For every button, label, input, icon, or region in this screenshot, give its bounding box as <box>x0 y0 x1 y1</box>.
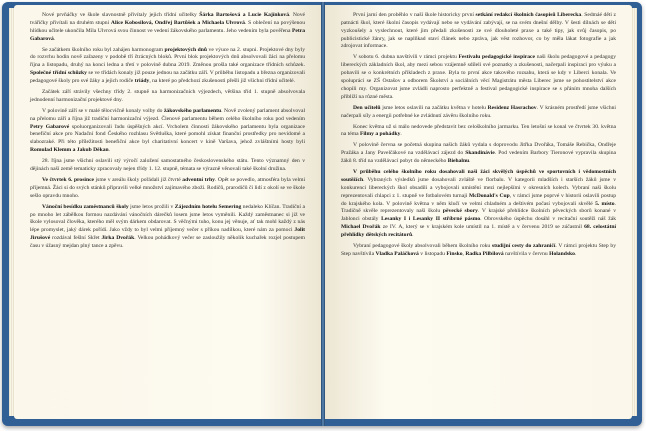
bold-text: Residenz Hasrachov <box>487 104 537 111</box>
paragraph <box>30 108 305 155</box>
text-run: nedaleko Klíčan. Tradiční a po mnoho let zábělkou formou nazdávání vánočních dárečků losem jsme letos vyměnili. Každý zaměstnanec si již ve škole vylosoval člověka, kterého měl svým dárkem obdarovat. S věčnými tuho, konu jej věnuje, ať tak mohl každý z nás lépe promyslet, jaký dárek pořídí. Jako vždy to byl velmi příjemný večer s příkou nadílkou, které nám za pomoci <box>30 203 305 234</box>
text-run: V polovině září se v malé tělocvičně konaly volby do <box>42 107 164 114</box>
bold-text: studijní cesty do zahraničí <box>491 242 556 249</box>
text-run: . Nové tvářičky přivítali na druhém stupni <box>30 12 305 26</box>
paragraph <box>341 12 616 51</box>
bold-text: triády <box>134 77 150 84</box>
text-run: jsme letos prožili v <box>128 203 175 210</box>
text-run: . Velkou pohádkový večer se zasloužily několik kuchařek rozjel postupem času v úžasný mejdan plný tance a zpěvu. <box>30 235 305 249</box>
text-run: . Nově zvolený parlament absolvoval na přelomu září a října již tradiční harmonizační výjezd. Členové parlamentu během celého školního roku pod vedením <box>30 107 305 122</box>
right-page[interactable] <box>325 5 632 419</box>
text-run: jsme letos oslavili na začátku května v hotelu <box>380 104 488 111</box>
text-run: . V krajské přehlídce školních pěveckých sborů konané v Jablonci obstály <box>341 208 617 223</box>
text-run: jsme v areálu školy pořádali již čtvrté <box>94 176 183 183</box>
bold-text: Petra Gabarová <box>30 27 305 42</box>
paragraph <box>341 169 616 240</box>
text-run: naši školu pedagogové a pedagogy libereckých základních škol, aby mezi sebou vzájemně sdíleli své poznatky a zkušenosti, načerpali inspiraci pro výuku a pobavili se o konkrétních příkladech z praxe. Byla to první akce takového rozsahu, která se kdy v Liberci konala. Ve spolupráci se ZŠ Ostašov a odborem Školství a sociálních věcí Magistrátu města Liberec jsme se pohostitelství akce chopili my. Organizovat jsme zvládli naprosto perfektně a festival pedagogické inspirace se s přáním mnoha dalších přiblíží na různé města. <box>341 54 617 100</box>
bold-text: 5. místo <box>595 200 615 207</box>
bold-text: Jirka Dvořák <box>101 235 135 242</box>
text-run: Vybraní pedagogové školy absolvovali během školního roku <box>353 242 492 249</box>
text-run: . Obrovského úspěchu dosáhl v recitační soutěži náš žák <box>480 216 616 223</box>
bold-text: Alice Kobosilová, Ondřej Bartůšek a Michaela Ulvrová <box>110 19 245 26</box>
bold-text: projektových dnů <box>164 46 208 53</box>
text-run: . V krásném prostředí jsme všichni načerpali síly a energii potřebné ke zvládnutí závěru školního roku. <box>341 104 616 119</box>
text-run: . Opět se povedlo, atmosféra byla velmi příjemná. Žáci si do svých stánků připravili velké množství zajímavého zboží. Rodičů, prarodičů či lidí z okolí se ve škole sešlo opravdu mnoho. <box>30 176 305 199</box>
bold-text: Šárka Bartošová a Lucie Kajínková <box>199 12 290 18</box>
text-run: Nové prvňáčky ve škole slavnostně přivítaly jejich třídní učitelky <box>42 12 200 18</box>
paragraph <box>341 142 616 166</box>
bold-text: adventní trhy <box>182 176 215 183</box>
paragraph <box>341 243 616 259</box>
bold-text: Vánoční besídku zaměstnanců školy <box>42 203 129 210</box>
paragraph <box>30 177 305 201</box>
paragraph <box>341 105 616 121</box>
text-run: Začátek září strávily všechny třídy 2. stupně na harmonizačních výjezdech, většina tříd 1. stupně absolvovala jednodenní harmonizační projektové dny. <box>30 88 305 103</box>
bold-text: Radka Pilbilová <box>465 250 504 257</box>
paragraph <box>30 204 305 251</box>
text-run: ve výuce na 2. stupni. Projektové dny byly do rozvrhu hodin nově zařazeny v podobě tří čtrácných bloků. První blok projektových dnů absolvovali žáci na přelomu října a listopadu, druhý na konci ledna a třetí v polovině dubna 2019. Změnou prošla také organizace třídních schůzek. <box>30 46 305 69</box>
bold-text: Finsko <box>446 250 463 257</box>
text-run: ze IV. A, který se v krajském kole umístil na 1. místě a v červenu 2019 se zúčastnil <box>380 224 585 231</box>
paragraph <box>30 12 305 43</box>
text-run: , v rámci jsme poprvé v historii oslavili postup do krajského kola. V polovině května v něm klučí ve velmi chladném a deštivém počasí vybojovali skvělé <box>341 192 616 207</box>
text-run: . <box>469 158 471 165</box>
bold-text: Jolit Jirušové <box>30 227 305 242</box>
bold-text: Filmy a pohádky <box>359 131 401 138</box>
text-run: Konec května už si málo nedovede představit bez celoškolního jarmarku. Ten letošní se konal ve čtvrtek 30. května na téma <box>341 123 616 138</box>
text-run: . <box>53 35 56 42</box>
text-run: . <box>574 250 577 257</box>
bold-text: pěvecké sbory <box>442 208 478 215</box>
bold-text: Festivalu pedagogické inspirace <box>458 54 535 61</box>
text-run: V polovině června se početná skupina našich žáků vydala s doprovodu Jitřka Dvořáka, Tomáše Rebička, Ondřeje Pražáka a Jany Pavelčákové na vzdělávací zájezd do <box>341 142 616 157</box>
bold-text: Biehalnu <box>447 158 470 165</box>
bold-text: Petry Gabarové <box>30 123 70 130</box>
bold-text: Michael Dvořák <box>341 224 381 231</box>
text-run: První jarní den proběhlo v naší škole historicky první <box>353 12 476 18</box>
bold-text: Skandinávie <box>465 150 495 157</box>
text-run: . Sedmáé děti z patnácti škol, které školní časopis vydávají nebo se vydávání zabývají, se na svém dnešní dělby. V šesti dílnách se děti vyzkoušely a vyslechnout, které jim předali zkušenosti ze své dlouholeté praxe a také tipy, jak svůj časopis, po publicistické žánry, jak se naplňkad staví článek nebo zpráva, jak věst rozhovor, co by měla lákat fotografie a jak zdrojovat informace. <box>341 12 616 50</box>
paragraph <box>30 47 305 86</box>
bold-text: Romulad Klemm a Jakub Děkan <box>30 147 109 154</box>
bold-text: žákovského parlamentu <box>163 107 222 114</box>
text-run: . Vybraných výsledků jsme dosahovali zvláště ve florbalu. V kategorii mladších i starších žáků jsme v konkurenci libereckých škol obsadili a vybojovali umístění mezi nejlepšími v okresních kolech. Vybraní naši školu reprezentovali chlapci z 1. stupně ve fotbalovém turnaji <box>341 176 616 199</box>
text-run: Se začátkem školního roku byl zahájen harmonogram <box>42 46 165 53</box>
text-run: . <box>108 147 111 154</box>
bold-text: V průběhu celého školního roku dosahovali naši žáci skvělých úspěchů ve sportovních i vědomostních soutěžích <box>341 169 616 183</box>
bold-text: setkání redakcí školních časopisů Libereckа <box>475 12 582 18</box>
text-run: , na které po předchozí zkušenosti přešli již všichni třídní učitelé. <box>149 77 296 84</box>
bold-text: Ve čtvrtek 6. prosince <box>42 176 95 183</box>
text-run: v listopadu <box>418 250 447 257</box>
text-run: . <box>412 231 414 238</box>
text-run: spoluorganizovali řadu úspěšných akcí. Vrcholem činnosti žákovského parlamentu byla organizace benefiční akce pro Nadační fond Českého rozhlasu Světluška, které pomohl získat finanční prostředky pro nevidomé a slabozraké. Při této příležitosti benefiční akce byl charitativní koncert v kině Varšava, jehož zvláštními hosty byli <box>30 123 305 146</box>
text-run: V sobotu 6. dubna navštívili v rámci projektu <box>353 54 459 61</box>
text-run: . S oblečení na povýšenou hlídkou učitele ukončila Míla Ulvrová svou činnost ve vedení žákovského parlamentu. Jeho vedením byla pověřena <box>30 19 305 34</box>
bold-text: Zájezdním hotelu Semering <box>174 203 242 210</box>
text-run: rozdával fešlní Skřet <box>50 235 102 242</box>
text-run: 28. října jsme všichni oslavili stý výročí založení samostatného československého státu. Tento významný den v dějinách naší země tematicky zpracovaly nejen třídy 1. 12. stupně, témata se výrazně věnovali také školní družina. <box>30 158 305 172</box>
paragraph <box>341 124 616 140</box>
paragraph <box>341 54 616 101</box>
bold-text: Společné třídní schůzky <box>30 70 87 77</box>
bold-text: Holandsko <box>549 250 575 257</box>
text-run: . V rámci projektu Step by Step navštívila <box>341 242 616 257</box>
text-run: . <box>400 131 402 138</box>
left-page[interactable] <box>14 5 321 419</box>
bold-text: McDonald's Cup <box>468 192 510 199</box>
text-run: navštívila v červnu <box>503 250 550 257</box>
paragraph <box>30 158 305 174</box>
paragraph <box>30 89 305 105</box>
text-run: se ve třídách konaly již pouze jednou na začátku září. V průběhu listopadu a března organizovali pedagogové školy pro své žáky a jejich rodiče <box>30 70 305 84</box>
text-run: . Pod vedením Barbory Tieronové vypravila skupina žáků 8. tříd na vzdělávací pobyt do německého <box>341 150 616 165</box>
bold-text: Den učitelů <box>353 104 381 111</box>
text-run: , <box>462 250 466 257</box>
bold-text: 68. celostátní přehlídky dětských recitátorů <box>341 224 616 238</box>
bold-text: Vladka Paláčková <box>375 250 419 257</box>
text-run: . Tradičně skvěle reprezentovaly naši školu <box>341 200 616 215</box>
bold-text: Lesanky I i Lesanky II stříbrné pásmo <box>381 216 481 223</box>
